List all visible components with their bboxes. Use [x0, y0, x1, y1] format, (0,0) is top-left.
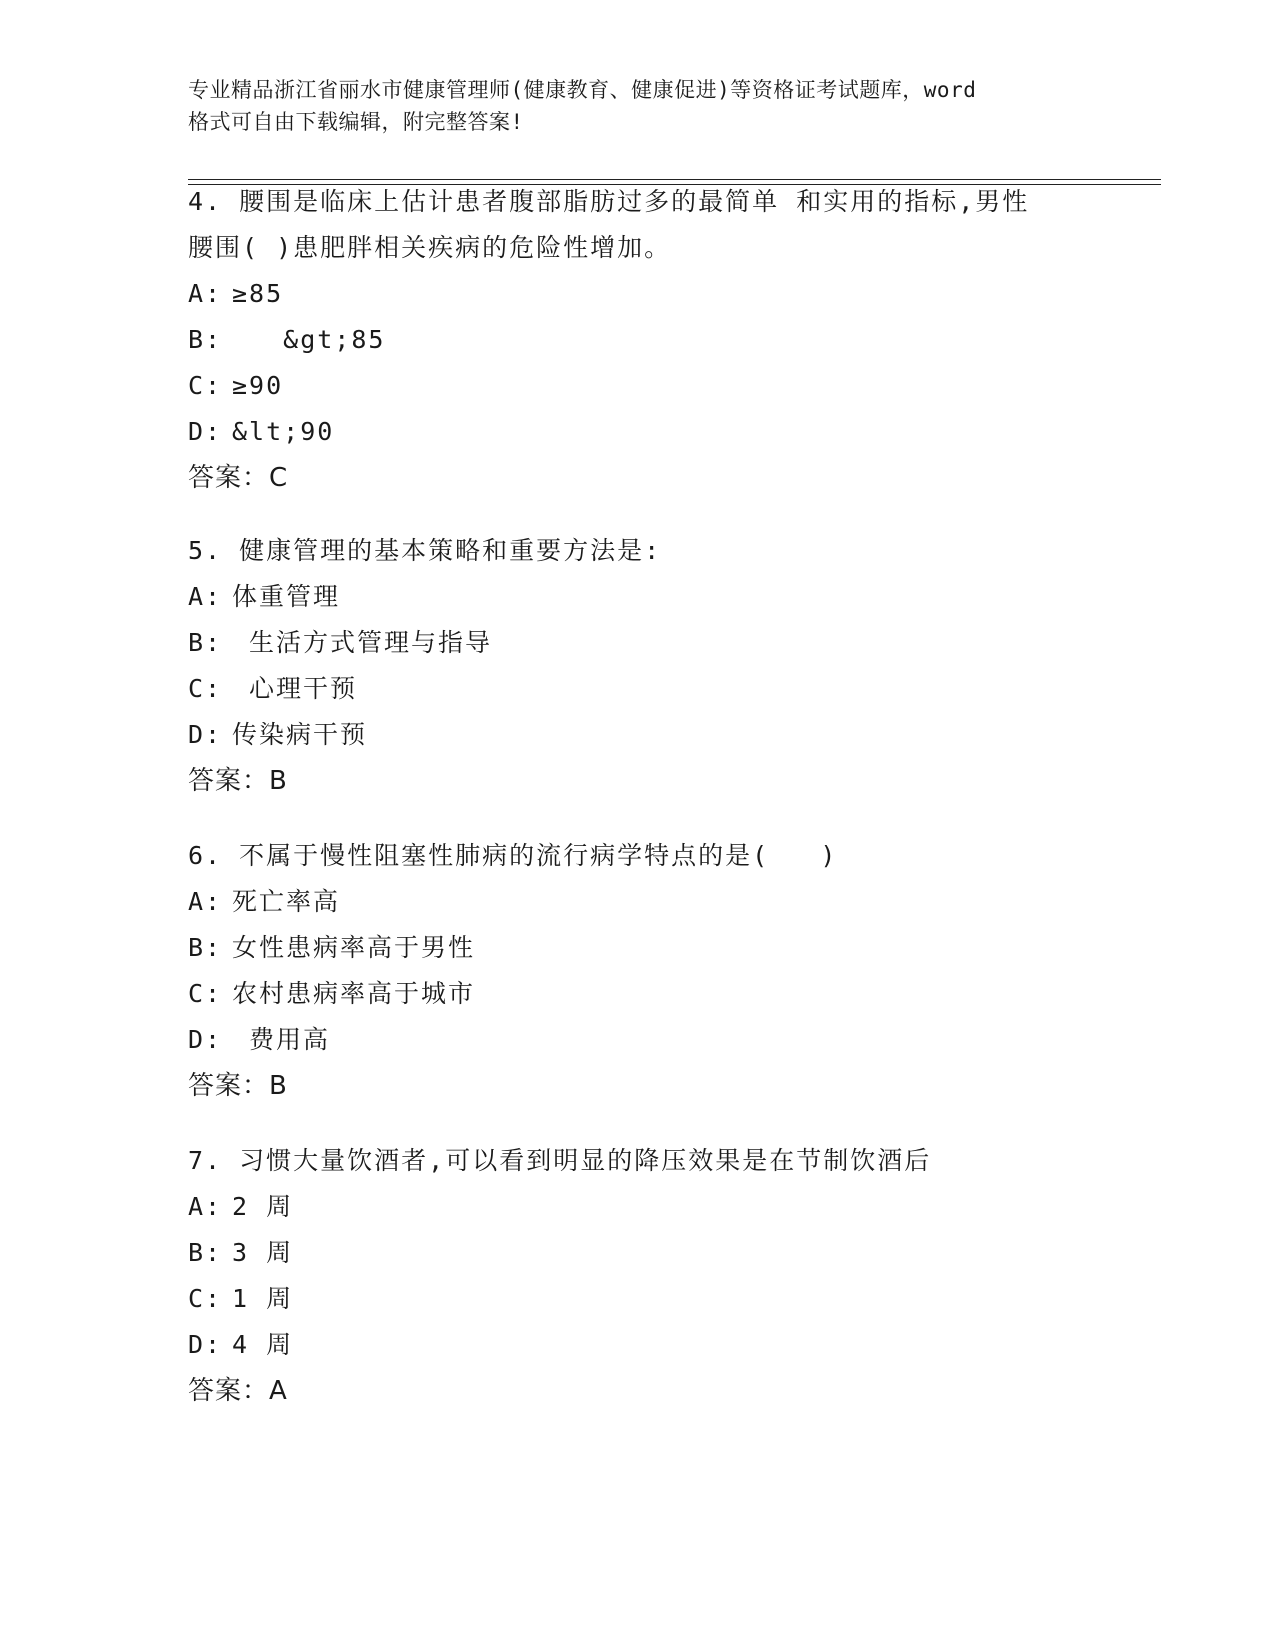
option-text: 2 周	[232, 1192, 294, 1221]
header-line-2: 格式可自由下载编辑，附完整答案!	[188, 110, 524, 134]
option-text: 传染病干预	[232, 720, 368, 749]
question-7	[188, 1138, 1148, 1414]
option-text: ≥90	[232, 371, 284, 400]
option-text: 费用高	[232, 1025, 331, 1054]
option-d	[188, 1322, 1148, 1368]
option-text: 农村患病率高于城市	[232, 979, 476, 1008]
answer-line: 答案：C	[188, 463, 289, 493]
answer-line: 答案：A	[188, 1376, 288, 1406]
option-c	[188, 666, 1148, 712]
option-key: D:	[188, 417, 223, 446]
question-stem-line: 7. 习惯大量饮酒者,可以看到明显的降压效果是在节制饮酒后	[188, 1146, 932, 1175]
header-line-1: 专业精品浙江省丽水市健康管理师(健康教育、健康促进)等资格证考试题库，word	[188, 78, 977, 102]
question-stem-line: 6. 不属于慢性阻塞性肺病的流行病学特点的是( )	[188, 841, 838, 870]
option-key: D:	[188, 1330, 223, 1359]
question-stem-line: 4. 腰围是临床上估计患者腹部脂肪过多的最简单 和实用的指标,男性	[188, 187, 1030, 216]
option-d	[188, 712, 1148, 758]
option-key: C:	[188, 371, 223, 400]
option-key: D:	[188, 1025, 223, 1054]
option-key: C:	[188, 674, 223, 703]
option-a	[188, 574, 1148, 620]
question-5	[188, 528, 1148, 804]
option-text: 4 周	[232, 1330, 294, 1359]
option-b	[188, 1230, 1148, 1276]
option-text: 女性患病率高于男性	[232, 933, 476, 962]
option-key: A:	[188, 1192, 223, 1221]
question-4	[188, 179, 1148, 501]
question-6	[188, 833, 1148, 1109]
question-stem-line: 5. 健康管理的基本策略和重要方法是:	[188, 536, 662, 565]
answer-line: 答案：B	[188, 766, 288, 796]
option-key: A:	[188, 279, 223, 308]
option-key: C:	[188, 979, 223, 1008]
document-header	[188, 74, 1088, 138]
option-a	[188, 271, 1148, 317]
option-text: 心理干预	[232, 674, 358, 703]
option-text: 生活方式管理与指导	[232, 628, 493, 657]
option-d	[188, 1017, 1148, 1063]
answer-line: 答案：B	[188, 1071, 288, 1101]
option-c	[188, 971, 1148, 1017]
option-text: 死亡率高	[232, 887, 341, 916]
option-text: ≥85	[232, 279, 284, 308]
option-b	[188, 317, 1148, 363]
option-key: B:	[188, 1238, 223, 1267]
option-key: B:	[188, 933, 223, 962]
option-c	[188, 1276, 1148, 1322]
option-b	[188, 620, 1148, 666]
option-key: B:	[188, 628, 223, 657]
option-d	[188, 409, 1148, 455]
question-stem-line: 腰围( )患肥胖相关疾病的危险性增加。	[188, 233, 672, 262]
option-text: 1 周	[232, 1284, 294, 1313]
option-a	[188, 879, 1148, 925]
option-c	[188, 363, 1148, 409]
option-text: 3 周	[232, 1238, 294, 1267]
option-key: B:	[188, 325, 223, 354]
option-text: &gt;85	[232, 325, 386, 354]
option-key: A:	[188, 582, 223, 611]
option-text: &lt;90	[232, 417, 335, 446]
option-text: 体重管理	[232, 582, 341, 611]
option-a	[188, 1184, 1148, 1230]
option-key: C:	[188, 1284, 223, 1313]
option-b	[188, 925, 1148, 971]
option-key: A:	[188, 887, 223, 916]
option-key: D:	[188, 720, 223, 749]
